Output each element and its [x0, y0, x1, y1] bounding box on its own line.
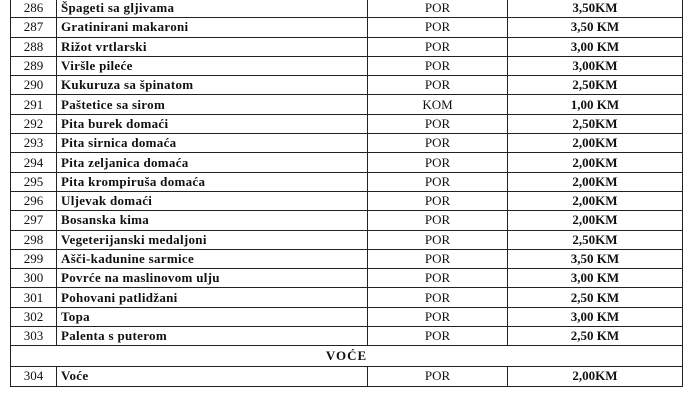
item-price: 3,50KM [508, 0, 683, 18]
table-row [11, 95, 683, 114]
item-name: Pita sirnica domaća [57, 134, 368, 153]
item-price: 2,50KM [508, 114, 683, 133]
item-unit: POR [368, 367, 508, 386]
item-price: 2,00KM [508, 172, 683, 191]
item-name: Topa [57, 307, 368, 326]
item-price: 3,00KM [508, 56, 683, 75]
table-row [11, 18, 683, 37]
item-number: 300 [11, 269, 57, 288]
item-number: 287 [11, 18, 57, 37]
item-number: 296 [11, 191, 57, 210]
section-title: VOĆE [11, 346, 683, 367]
item-number: 286 [11, 0, 57, 18]
table-row [11, 367, 683, 386]
item-price: 3,50 KM [508, 18, 683, 37]
item-name: Povrće na maslinovom ulju [57, 269, 368, 288]
table-row [11, 211, 683, 230]
item-name: Gratinirani makaroni [57, 18, 368, 37]
section-body [11, 346, 683, 367]
table-row [11, 0, 683, 18]
item-price: 2,00KM [508, 191, 683, 210]
item-unit: POR [368, 0, 508, 18]
item-number: 302 [11, 307, 57, 326]
item-name: Paštetice sa sirom [57, 95, 368, 114]
price-list-table [10, 0, 683, 387]
table-row [11, 153, 683, 172]
item-unit: POR [368, 230, 508, 249]
table-row [11, 269, 683, 288]
item-number: 288 [11, 37, 57, 56]
item-price: 2,50KM [508, 76, 683, 95]
item-price: 2,50KM [508, 230, 683, 249]
table-row [11, 76, 683, 95]
item-name: Vegeterijanski medaljoni [57, 230, 368, 249]
table-row [11, 134, 683, 153]
item-price: 3,50 KM [508, 249, 683, 268]
item-name: Voće [57, 367, 368, 386]
item-unit: POR [368, 37, 508, 56]
item-price: 3,00 KM [508, 37, 683, 56]
table-row [11, 249, 683, 268]
item-name: Ašči-kadunine sarmice [57, 249, 368, 268]
item-name: Bosanska kima [57, 211, 368, 230]
item-number: 291 [11, 95, 57, 114]
item-number: 289 [11, 56, 57, 75]
table-row [11, 37, 683, 56]
item-name: Viršle pileće [57, 56, 368, 75]
item-price: 2,00KM [508, 367, 683, 386]
table-row [11, 114, 683, 133]
item-name: Pita burek domaći [57, 114, 368, 133]
section-header-row [11, 346, 683, 367]
item-price: 2,00KM [508, 211, 683, 230]
item-unit: POR [368, 307, 508, 326]
item-unit: POR [368, 288, 508, 307]
item-price: 3,00 KM [508, 269, 683, 288]
item-unit: POR [368, 172, 508, 191]
item-name: Palenta s puterom [57, 327, 368, 346]
table-row [11, 307, 683, 326]
item-price: 2,50 KM [508, 288, 683, 307]
table-row [11, 230, 683, 249]
item-number: 295 [11, 172, 57, 191]
item-unit: POR [368, 153, 508, 172]
item-unit: POR [368, 327, 508, 346]
item-number: 298 [11, 230, 57, 249]
item-name: Kukuruza sa špinatom [57, 76, 368, 95]
item-unit: POR [368, 56, 508, 75]
table-row [11, 327, 683, 346]
item-unit: POR [368, 134, 508, 153]
item-price: 2,50 KM [508, 327, 683, 346]
item-unit: POR [368, 114, 508, 133]
item-price: 2,00KM [508, 153, 683, 172]
item-number: 304 [11, 367, 57, 386]
item-unit: POR [368, 269, 508, 288]
item-number: 297 [11, 211, 57, 230]
item-name: Rižot vrtlarski [57, 37, 368, 56]
item-name: Pita krompiruša domaća [57, 172, 368, 191]
item-name: Pohovani patlidžani [57, 288, 368, 307]
item-number: 292 [11, 114, 57, 133]
item-price: 3,00 KM [508, 307, 683, 326]
item-number: 290 [11, 76, 57, 95]
item-price: 1,00 KM [508, 95, 683, 114]
item-price: 2,00KM [508, 134, 683, 153]
item-number: 301 [11, 288, 57, 307]
table-row [11, 288, 683, 307]
item-unit: POR [368, 249, 508, 268]
item-number: 299 [11, 249, 57, 268]
item-name: Špageti sa gljivama [57, 0, 368, 18]
item-number: 294 [11, 153, 57, 172]
item-unit: POR [368, 211, 508, 230]
table-row [11, 172, 683, 191]
item-number: 303 [11, 327, 57, 346]
items-body [11, 0, 683, 346]
table-row [11, 56, 683, 75]
item-unit: KOM [368, 95, 508, 114]
item-name: Uljevak domaći [57, 191, 368, 210]
section-items-body [11, 367, 683, 386]
item-unit: POR [368, 76, 508, 95]
item-number: 293 [11, 134, 57, 153]
item-unit: POR [368, 18, 508, 37]
item-name: Pita zeljanica domaća [57, 153, 368, 172]
table-row [11, 191, 683, 210]
item-unit: POR [368, 191, 508, 210]
